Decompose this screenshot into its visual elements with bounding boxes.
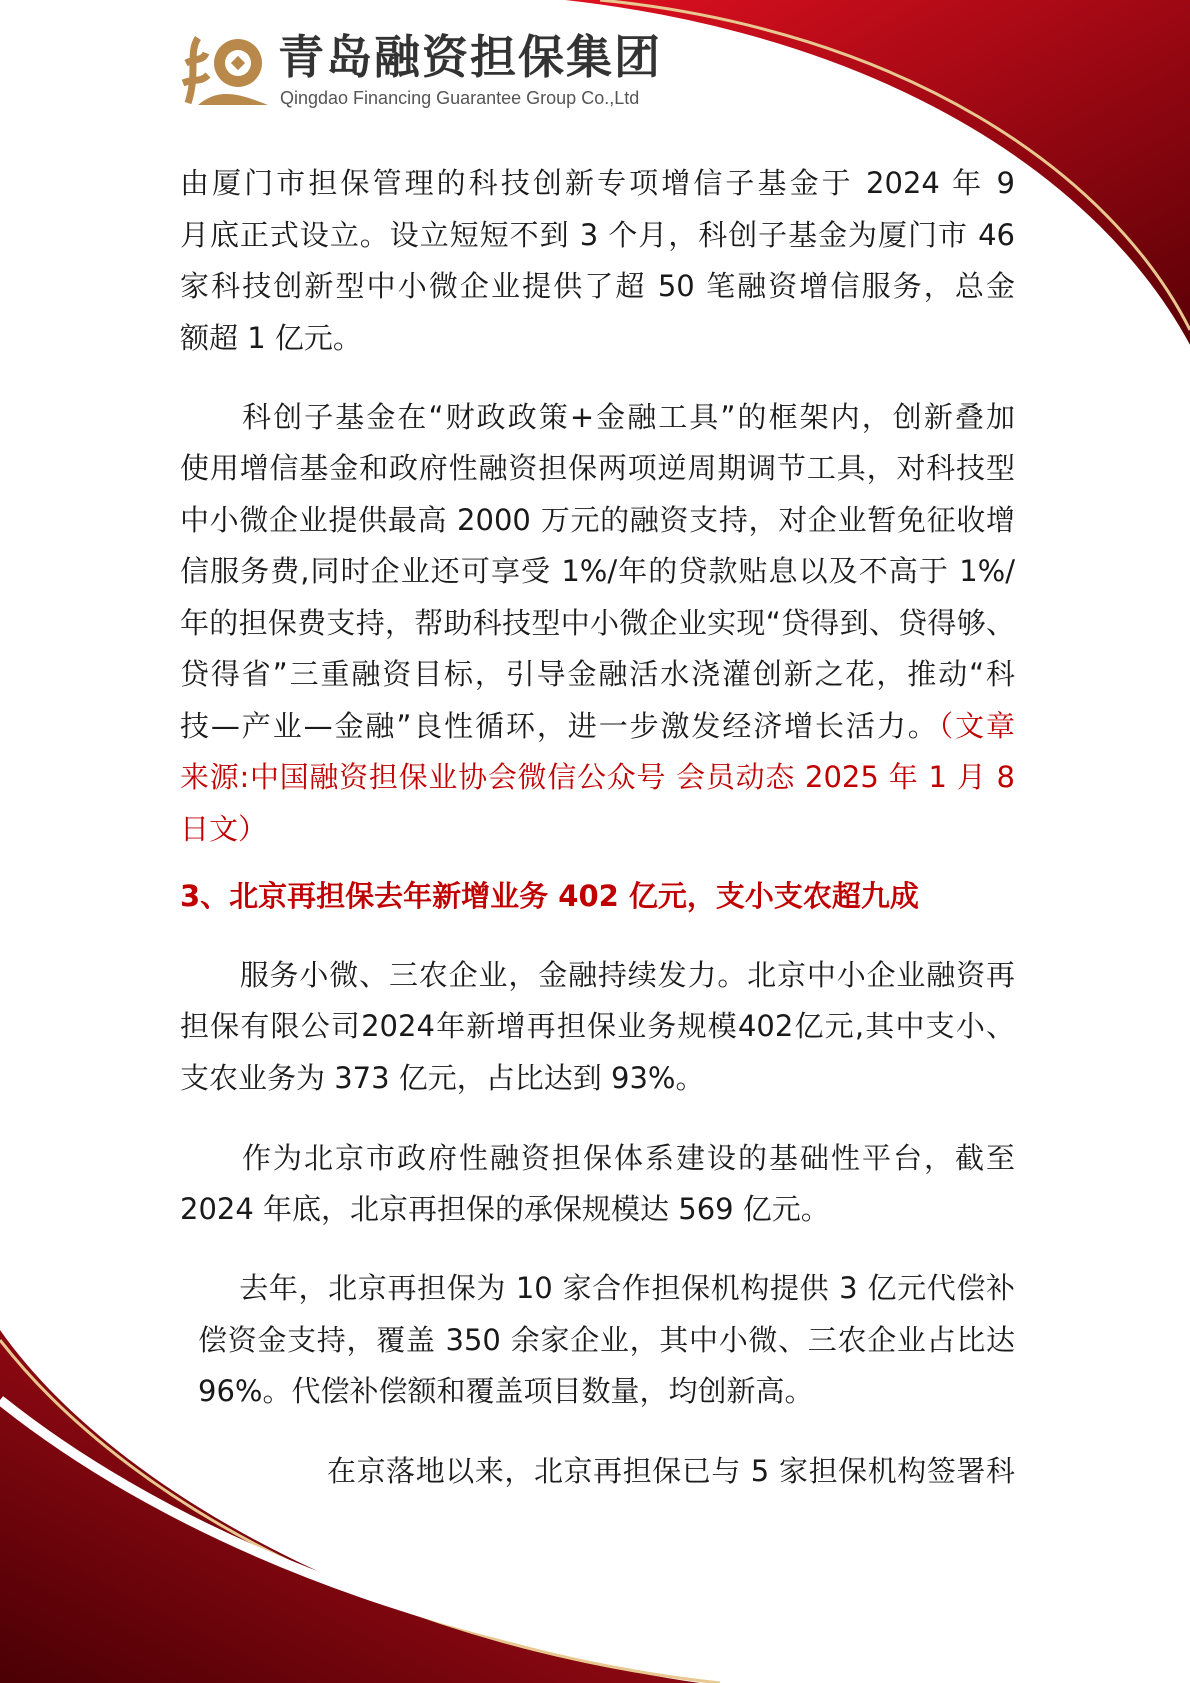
text-line: 服务小微、三农企业，金融持续发力。北京中小企业融资再 — [180, 958, 1015, 992]
text-line: 贷得省”三重融资目标，引导金融活水浇灌创新之花，推动“科 — [180, 657, 1015, 691]
text-line: 信服务费,同时企业还可享受 1%/年的贷款贴息以及不高于 1%/ — [180, 554, 1015, 588]
text-line: 月底正式设立。设立短短不到 3 个月，科创子基金为厦门市 46 — [180, 218, 1015, 252]
paragraph-6: 在京落地以来，北京再担保已与 5 家担保机构签署科 — [327, 1454, 1015, 1488]
text-line: 偿资金支持，覆盖 350 余家企业，其中小微、三农企业占比达 — [198, 1323, 1015, 1357]
text-line: 由厦门市担保管理的科技创新专项增信子基金于 2024 年 9 — [180, 166, 1015, 200]
company-name-en: Qingdao Financing Guarantee Group Co.,Ltd — [280, 88, 640, 108]
text-line: 中小微企业提供最高 2000 万元的融资支持，对企业暂免征收增 — [180, 503, 1015, 537]
text-line: 作为北京市政府性融资担保体系建设的基础性平台，截至 — [180, 1141, 1015, 1175]
text-line: 96%。代偿补偿额和覆盖项目数量，均创新高。 — [198, 1374, 814, 1408]
text-line: 额超 1 亿元。 — [180, 321, 362, 355]
source-note: （文章 — [938, 709, 1015, 743]
company-name-cn: 青岛融资担保集团 — [278, 30, 662, 84]
text-line: 支农业务为 373 亿元，占比达到 93%。 — [180, 1061, 705, 1095]
text-line: 担保有限公司2024年新增再担保业务规模402亿元,其中支小、 — [180, 1009, 1015, 1043]
logo-emblem-icon — [178, 33, 270, 108]
text-line: 科创子基金在“财政政策+金融工具”的框架内，创新叠加 — [180, 400, 1015, 434]
text-line: 2024 年底，北京再担保的承保规模达 569 亿元。 — [180, 1192, 830, 1226]
source-note: 日文） — [180, 812, 268, 846]
text-line: 使用增信基金和政府性融资担保两项逆周期调节工具，对科技型 — [180, 451, 1015, 485]
source-note: 来源:中国融资担保业协会微信公众号 会员动态 2025 年 1 月 8 — [180, 760, 1015, 794]
text-line: 家科技创新型中小微企业提供了超 50 笔融资增信服务，总金 — [180, 269, 1015, 303]
section-heading: 3、北京再担保去年新增业务 402 亿元，支小支农超九成 — [180, 879, 919, 913]
text-span: 技—产业—金融”良性循环，进一步激发经济增长活力。 — [180, 709, 939, 743]
text-line: 去年，北京再担保为 10 家合作担保机构提供 3 亿元代偿补 — [180, 1271, 1015, 1305]
text-line — [180, 706, 1015, 746]
text-line: 年的担保费支持，帮助科技型中小微企业实现“贷得到、贷得够、 — [180, 606, 1015, 640]
